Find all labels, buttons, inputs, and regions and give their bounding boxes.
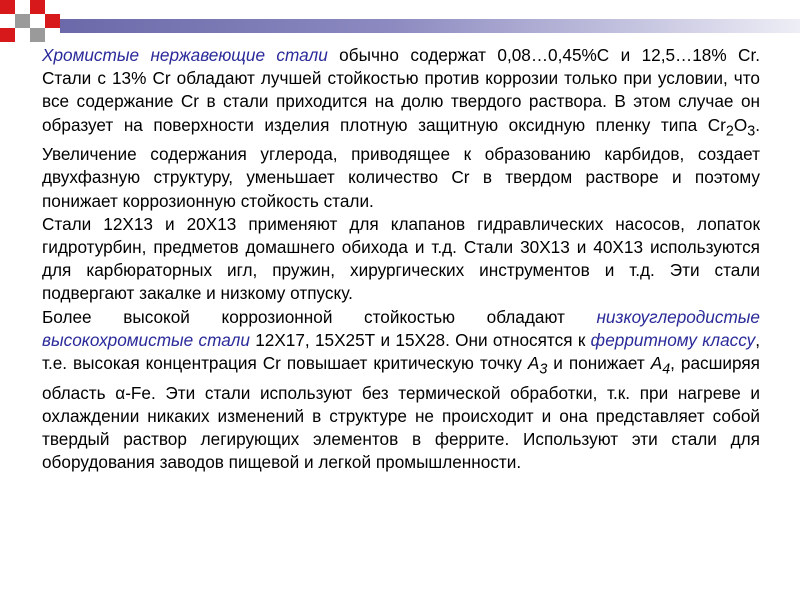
paragraph-ferritic-steels: [42, 306, 760, 475]
checkerboard-logo: [0, 0, 60, 40]
logo-square-red: [30, 0, 45, 14]
logo-square-white: [0, 14, 15, 28]
subscript: 2: [725, 123, 734, 140]
paragraph3-text: и понижает: [547, 353, 651, 374]
logo-square-red: [0, 0, 15, 14]
critical-point-a4: A: [650, 353, 663, 374]
logo-square-white: [15, 28, 30, 42]
paragraph1-text: обычно содержат 0,08…0,45%С и 12,5…18% Cr. Стали с 13% Cr обладают лучшей стойкостью против коррозии только при условии, что все содержание Cr в стали приходится на долю твердого раствора. В этом случае он образует на поверхности изделия плотную защитную оксидную пленку типа Cr: [42, 45, 761, 135]
logo-square-white: [15, 0, 30, 14]
term-chromium-stainless-steels: Хромистые нержавеющие стали: [42, 45, 328, 65]
subscript: 3: [747, 123, 756, 140]
critical-point-a3: A: [527, 353, 540, 374]
subscript: 4: [662, 361, 671, 378]
logo-square-white: [30, 14, 45, 28]
paragraph1-text: . Увеличение содержания углерода, приводящее к образованию карбидов, создает двухфазную структуру, уменьшает количество Cr в твердом растворе и поэтому понижает коррозионную стойкость стали.: [42, 114, 760, 211]
paragraph3-text: , расширяя область α-Fe. Эти стали используют без термической обработки, т.к. при нагреве и охлаждении никаких изменений в структуре не происходит и она представляет собой твердый раствор легирующих элементов в феррите. Используют эти стали для оборудования заводов пищевой и легкой промышленности.: [42, 353, 760, 473]
paragraph-steel-applications: [42, 213, 760, 306]
paragraph3-text: , т.е. высокая концентрация Cr повышает критическую точку: [42, 329, 761, 374]
logo-square-red: [0, 28, 15, 42]
paragraph1-text: O: [733, 114, 748, 135]
slide-body-text: [42, 44, 760, 475]
paragraph-chromium-steels: [42, 44, 760, 213]
header-gradient-bar: [60, 19, 800, 33]
term-low-carbon-high-chromium-steels: низкоуглеродистые высокохромистые стали: [42, 306, 760, 350]
paragraph2-text: Стали 12Х13 и 20Х13 применяют для клапанов гидравлических насосов, лопаток гидротурбин, предметов домашнего обихода и т.д. Стали 30Х13 и 40Х13 используются для карбюраторных игл, пружин, хирургических инструментов и т.д. Эти стали подвергают закалке и низкому отпуску.: [42, 213, 760, 304]
logo-square-white: [45, 0, 60, 14]
subscript: 3: [539, 361, 548, 378]
term-ferritic-class: ферритному классу: [590, 329, 756, 350]
paragraph3-text: 12Х17, 15Х25Т и 15Х28. Они относятся к: [249, 329, 591, 350]
logo-square-gray: [15, 14, 30, 28]
logo-square-gray: [30, 28, 45, 42]
logo-square-red: [45, 14, 60, 28]
paragraph3-text: Более высокой коррозионной стойкостью обладают: [42, 306, 597, 327]
